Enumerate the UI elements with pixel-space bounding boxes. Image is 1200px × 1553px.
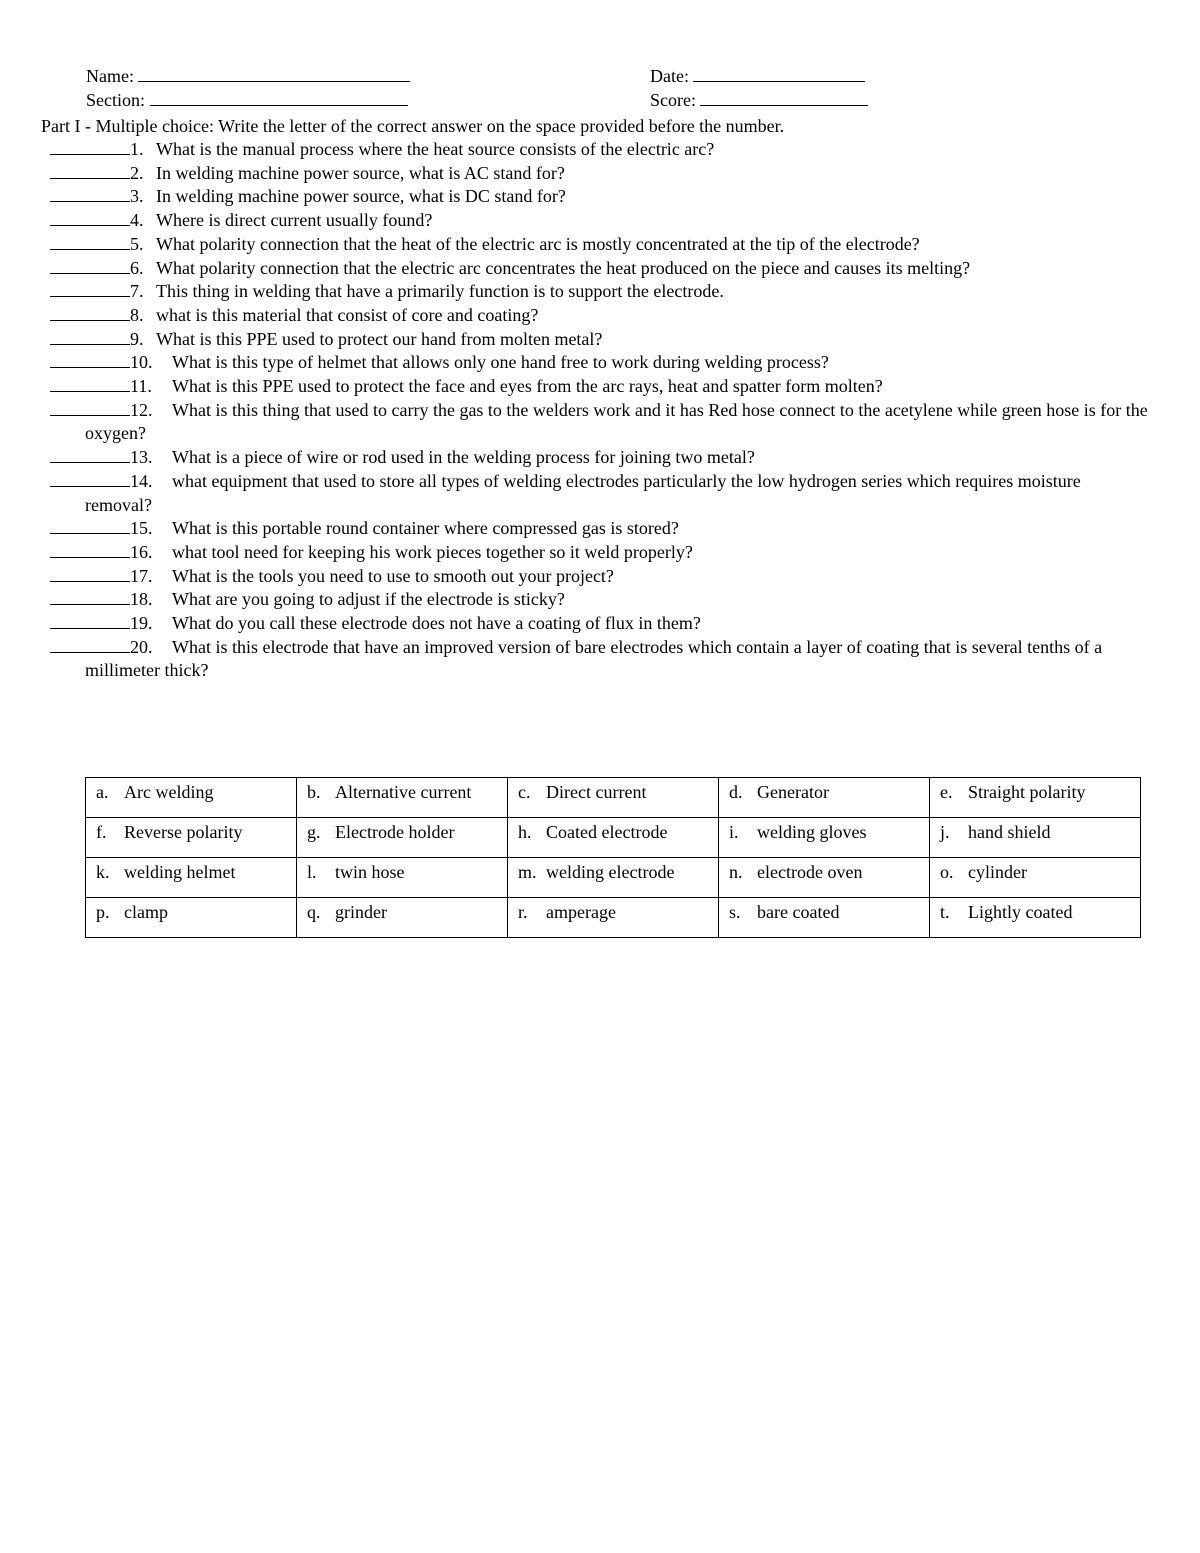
choice-letter: i.	[729, 822, 739, 842]
question-text: what equipment that used to store all types of welding electrodes particularly the low hydrogen series which requires moisture removal?	[85, 470, 1081, 515]
question-text: What do you call these electrode does not have a coating of flux in them?	[172, 613, 701, 634]
choice-letter: t.	[940, 902, 950, 922]
answer-blank[interactable]	[50, 470, 130, 487]
score-field[interactable]	[650, 88, 868, 112]
answer-blank[interactable]	[50, 351, 130, 368]
choice-text: Electrode holder	[335, 822, 455, 842]
question-item	[50, 328, 1150, 352]
question-item	[50, 612, 1150, 636]
question-text: Where is direct current usually found?	[156, 210, 433, 231]
date-label: Date:	[650, 66, 689, 86]
question-number: 2.	[130, 162, 144, 183]
part-heading: Part I - Multiple choice: Write the letter of the correct answer on the space provided before the number.	[41, 116, 785, 136]
question-number: 6.	[130, 257, 144, 278]
answer-blank[interactable]	[50, 257, 130, 274]
question-number: 9.	[130, 328, 144, 349]
question-number: 15.	[130, 518, 153, 539]
choice-letter: d.	[729, 782, 743, 802]
choice-cell	[508, 778, 719, 818]
choice-letter: j.	[940, 822, 950, 842]
question-item	[50, 138, 1150, 162]
choices-row	[86, 898, 1141, 938]
choice-text: Coated electrode	[546, 822, 668, 842]
choice-letter: l.	[307, 862, 317, 882]
question-text: What is this type of helmet that allows only one hand free to work during welding process?	[172, 352, 829, 373]
question-text: What is a piece of wire or rod used in the welding process for joining two metal?	[172, 447, 755, 468]
question-text: what is this material that consist of core and coating?	[156, 304, 539, 325]
answer-blank[interactable]	[50, 233, 130, 250]
name-field[interactable]	[86, 64, 410, 88]
choice-text: welding helmet	[124, 862, 236, 882]
choice-letter: g.	[307, 822, 321, 842]
score-input-line[interactable]	[700, 88, 868, 106]
answer-blank[interactable]	[50, 280, 130, 297]
question-number: 3.	[130, 186, 144, 207]
question-item	[50, 185, 1150, 209]
choice-letter: s.	[729, 902, 741, 922]
choice-text: Straight polarity	[968, 782, 1086, 802]
question-item	[50, 209, 1150, 233]
choice-text: Alternative current	[335, 782, 472, 802]
choice-text: amperage	[546, 902, 616, 922]
question-text: What is the tools you need to use to smooth out your project?	[172, 565, 614, 586]
question-number: 8.	[130, 304, 144, 325]
choice-cell	[719, 898, 930, 938]
choice-letter: n.	[729, 862, 743, 882]
choice-cell	[930, 818, 1141, 858]
question-item	[50, 233, 1150, 257]
question-item	[50, 162, 1150, 186]
choice-letter: p.	[96, 902, 110, 922]
choice-letter: m.	[518, 862, 537, 882]
answer-blank[interactable]	[50, 565, 130, 582]
question-number: 17.	[130, 565, 153, 586]
question-item	[50, 446, 1150, 470]
choices-row	[86, 778, 1141, 818]
choice-letter: q.	[307, 902, 321, 922]
choice-text: electrode oven	[757, 862, 863, 882]
question-item	[50, 375, 1150, 399]
choice-text: bare coated	[757, 902, 840, 922]
answer-blank[interactable]	[50, 304, 130, 321]
question-text: what tool need for keeping his work pieces together so it weld properly?	[172, 541, 693, 562]
question-number: 4.	[130, 210, 144, 231]
choice-cell	[508, 858, 719, 898]
choice-letter: e.	[940, 782, 953, 802]
name-label: Name:	[86, 66, 134, 86]
question-item	[50, 517, 1150, 541]
answer-blank[interactable]	[50, 588, 130, 605]
question-item	[50, 470, 1150, 517]
choices-row	[86, 858, 1141, 898]
section-label: Section:	[86, 90, 145, 110]
answer-blank[interactable]	[50, 328, 130, 345]
question-text: This thing in welding that have a primarily function is to support the electrode.	[156, 281, 724, 302]
choice-cell	[86, 898, 297, 938]
question-number: 11.	[130, 376, 152, 397]
question-text: What polarity connection that the electric arc concentrates the heat produced on the piece and causes its melting?	[156, 257, 971, 278]
question-text: What is this portable round container where compressed gas is stored?	[172, 518, 679, 539]
question-item	[50, 541, 1150, 565]
choice-text: welding gloves	[757, 822, 867, 842]
choice-letter: a.	[96, 782, 109, 802]
choice-cell	[930, 898, 1141, 938]
question-text: What is the manual process where the heat source consists of the electric arc?	[156, 139, 715, 159]
choice-cell	[508, 898, 719, 938]
choices-row	[86, 818, 1141, 858]
choice-cell	[719, 858, 930, 898]
question-number: 10.	[130, 352, 153, 373]
question-item	[50, 399, 1150, 446]
answer-blank[interactable]	[50, 541, 130, 558]
question-number: 13.	[130, 447, 153, 468]
choice-text: welding electrode	[546, 862, 675, 882]
answer-blank[interactable]	[50, 209, 130, 226]
choice-letter: c.	[518, 782, 531, 802]
answer-blank[interactable]	[50, 517, 130, 534]
choice-text: hand shield	[968, 822, 1051, 842]
question-item	[50, 565, 1150, 589]
question-number: 18.	[130, 589, 153, 610]
choice-letter: k.	[96, 862, 110, 882]
choices-table	[85, 777, 1141, 938]
question-number: 20.	[130, 636, 153, 657]
choice-cell	[930, 858, 1141, 898]
answer-blank[interactable]	[50, 636, 130, 653]
question-text: What is this electrode that have an improved version of bare electrodes which contain a layer of coating that is several tenths of a millimeter thick?	[85, 636, 1103, 681]
question-text: What is this thing that used to carry the gas to the welders work and it has Red hose connect to the acetylene while green hose is for the oxygen?	[85, 399, 1148, 444]
choice-letter: o.	[940, 862, 954, 882]
answer-blank[interactable]	[50, 375, 130, 392]
question-item	[50, 636, 1150, 683]
question-number: 16.	[130, 541, 153, 562]
question-number: 19.	[130, 613, 153, 634]
choice-letter: b.	[307, 782, 321, 802]
choice-text: Reverse polarity	[124, 822, 243, 842]
answer-blank[interactable]	[50, 162, 130, 179]
date-field[interactable]	[650, 64, 865, 88]
choice-letter: h.	[518, 822, 532, 842]
choice-text: clamp	[124, 902, 168, 922]
question-text: What polarity connection that the heat of the electric arc is mostly concentrated at the tip of the electrode?	[156, 233, 920, 254]
question-number: 5.	[130, 233, 144, 254]
choice-cell	[86, 858, 297, 898]
choice-cell	[86, 778, 297, 818]
answer-blank[interactable]	[50, 446, 130, 463]
choice-cell	[86, 818, 297, 858]
question-text: What are you going to adjust if the electrode is sticky?	[172, 589, 565, 610]
choice-cell	[297, 858, 508, 898]
choice-cell	[508, 818, 719, 858]
answer-blank[interactable]	[50, 399, 130, 416]
choice-cell	[719, 778, 930, 818]
question-item	[50, 280, 1150, 304]
question-text: What is this PPE used to protect the face and eyes from the arc rays, heat and spatter form molten?	[172, 376, 883, 397]
answer-blank[interactable]	[50, 138, 130, 155]
choice-text: Arc welding	[124, 782, 214, 802]
question-number: 7.	[130, 281, 144, 302]
choice-letter: r.	[518, 902, 528, 922]
question-text: In welding machine power source, what is AC stand for?	[156, 162, 565, 183]
choice-text: grinder	[335, 902, 387, 922]
choice-letter: f.	[96, 822, 107, 842]
choice-cell	[297, 818, 508, 858]
choice-cell	[930, 778, 1141, 818]
question-item	[50, 351, 1150, 375]
score-label: Score:	[650, 90, 696, 110]
question-text: What is this PPE used to protect our hand from molten metal?	[156, 328, 603, 349]
choice-text: Direct current	[546, 782, 647, 802]
question-item	[50, 588, 1150, 612]
choice-text: Lightly coated	[968, 902, 1073, 922]
choice-cell	[297, 898, 508, 938]
question-item	[50, 257, 1150, 281]
name-input-line[interactable]	[138, 64, 410, 82]
question-number: 14.	[130, 470, 153, 491]
answer-blank[interactable]	[50, 612, 130, 629]
choice-text: cylinder	[968, 862, 1027, 882]
question-list	[50, 138, 1150, 683]
choice-cell	[719, 818, 930, 858]
question-text: In welding machine power source, what is DC stand for?	[156, 186, 566, 207]
question-item	[50, 304, 1150, 328]
choice-text: Generator	[757, 782, 829, 802]
section-input-line[interactable]	[150, 88, 408, 106]
choice-text: twin hose	[335, 862, 405, 882]
date-input-line[interactable]	[693, 64, 865, 82]
answer-blank[interactable]	[50, 185, 130, 202]
section-field[interactable]	[86, 88, 408, 112]
question-number: 12.	[130, 399, 153, 420]
question-number: 1.	[130, 139, 144, 159]
choice-cell	[297, 778, 508, 818]
